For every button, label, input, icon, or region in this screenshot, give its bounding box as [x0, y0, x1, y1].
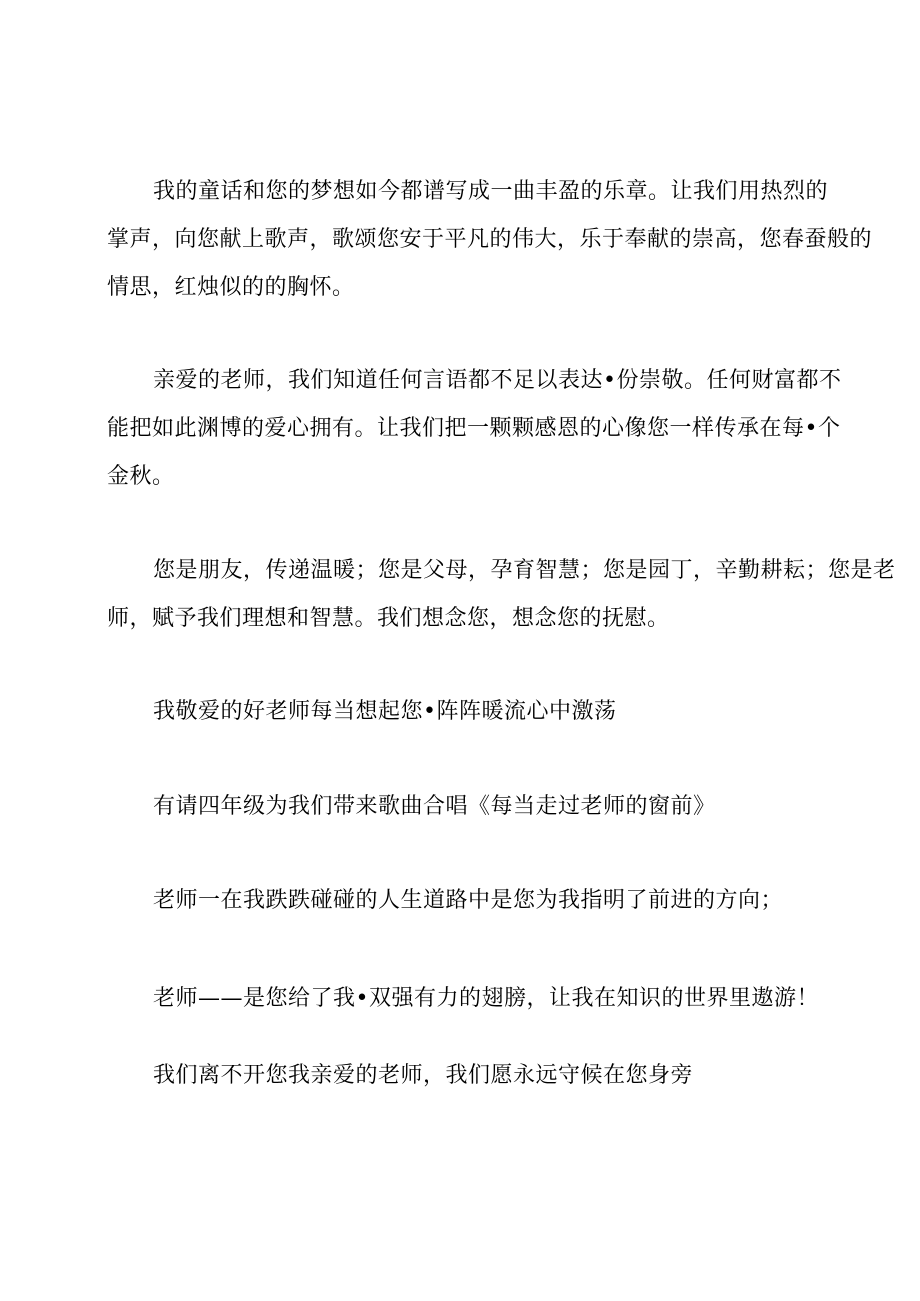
paragraph-2 — [107, 357, 842, 501]
paragraph-line: 金秋。 — [107, 464, 175, 489]
paragraph-line: 师，赋予我们理想和智慧。我们想念您，想念您的抚慰。 — [107, 606, 670, 631]
paragraph-line: 老师——是您给了我•双强有力的翅膀，让我在知识的世界里遨游！ — [153, 986, 819, 1011]
paragraph-line: 有请四年级为我们带来歌曲合唱《每当走过老师的窗前》 — [153, 794, 716, 819]
paragraph-3 — [107, 547, 896, 643]
paragraph-line: 能把如此渊博的爱心拥有。让我们把一颗颗感恩的心像您一样传承在每•个 — [107, 416, 841, 441]
paragraph-line: 掌声，向您献上歌声，歌颂您安于平凡的伟大，乐于奉献的崇高，您春蚕般的 — [107, 227, 873, 252]
paragraph-line: 情思，红烛似的的胸怀。 — [107, 275, 355, 300]
paragraph-5 — [107, 783, 807, 831]
paragraph-line: 我敬爱的好老师每当想起您•阵阵暖流心中激荡 — [153, 699, 617, 724]
paragraph-7 — [107, 975, 819, 1023]
paragraph-4 — [107, 688, 807, 736]
paragraph-line: 老师一在我跌跌碰碰的人生道路中是您为我指明了前进的方向； — [153, 888, 784, 913]
paragraph-6 — [107, 877, 807, 925]
paragraph-line: 亲爱的老师，我们知道任何言语都不足以表达•份崇敬。任何财富都不 — [153, 368, 842, 393]
paragraph-line: 您是朋友，传递温暖；您是父母，孕育智慧；您是园丁，辛勤耕耘；您是老 — [153, 558, 896, 583]
paragraph-1 — [107, 168, 873, 312]
paragraph-line: 我的童话和您的梦想如今都谱写成一曲丰盈的乐章。让我们用热烈的 — [153, 179, 829, 204]
paragraph-line: 我们离不开您我亲爱的老师，我们愿永远守候在您身旁 — [153, 1063, 694, 1088]
paragraph-8 — [107, 1052, 807, 1100]
